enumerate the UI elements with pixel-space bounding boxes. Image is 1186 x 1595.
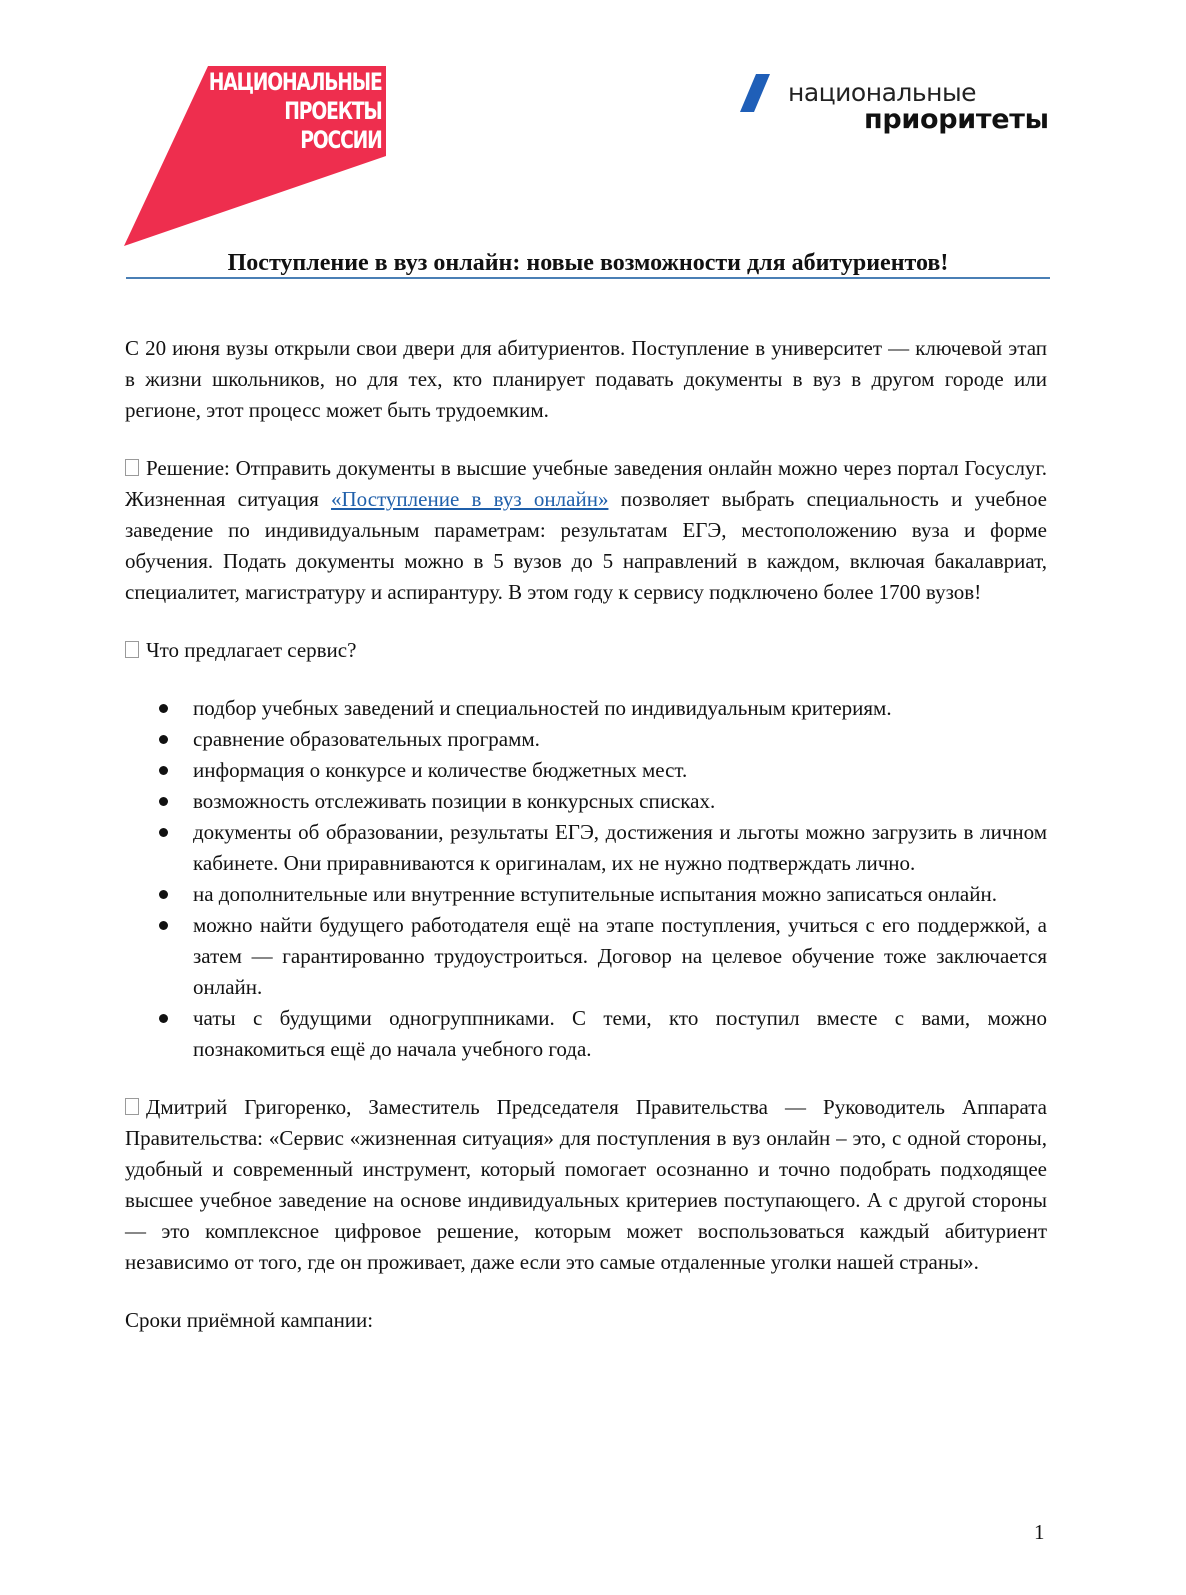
intro-paragraph: С 20 июня вузы открыли свои двери для абитуриентов. Поступление в университет — ключевой этап в жизни школьников, но для тех, кто планирует подавать документы в вуз в другом городе или регионе, этот процесс может быть трудоемким.: [125, 336, 1047, 422]
checkbox-icon: [125, 1098, 139, 1115]
bullet-icon: [159, 890, 168, 899]
list-item: [125, 755, 1047, 786]
question-text: Что предлагает сервис?: [146, 638, 357, 662]
features-list: [125, 693, 1047, 1065]
document-body: [125, 333, 1047, 1336]
slash-mark-icon: [740, 74, 776, 114]
logo-text-line1: национальные: [788, 78, 977, 107]
logo-text-line: РОССИИ: [300, 126, 382, 154]
quote-paragraph: [125, 1092, 1047, 1278]
national-priorities-logo: [740, 72, 1070, 142]
quote-text: Дмитрий Григоренко, Заместитель Председателя Правительства — Руководитель Аппарата Правительства: «Сервис «жизненная ситуация» для поступления в вуз онлайн – это, с одной стороны, удобный и современный инструмент, который помогает осознанно и точно подобрать подходящее высшее учебное заведение на основе индивидуальных критериев поступающего. А с другой стороны — это комплексное цифровое решение, которым может воспользоваться каждый абитуриент независимо от того, где он проживает, даже если это самые отдаленные уголки нашей страны».: [125, 1095, 1047, 1274]
page-number: 1: [1034, 1520, 1045, 1544]
logo-text-line: ПРОЕКТЫ: [284, 97, 382, 125]
list-item: [125, 724, 1047, 755]
gosuslugi-service-link[interactable]: «Поступление в вуз онлайн»: [331, 487, 609, 511]
page-title: Поступление в вуз онлайн: новые возможности для абитуриентов!: [227, 250, 949, 276]
checkbox-icon: [125, 641, 139, 658]
list-item: [125, 786, 1047, 817]
national-projects-logo: [124, 66, 394, 248]
solution-paragraph: [125, 453, 1047, 608]
national-projects-logo-text: [209, 68, 382, 155]
list-item-text: информация о конкурсе и количестве бюджетных мест.: [193, 758, 688, 782]
list-item-text: можно найти будущего работодателя ещё на этапе поступления, учиться с его поддержкой, а затем — гарантированно трудоустроиться. Договор на целевое обучение тоже заключается онлайн.: [193, 913, 1047, 999]
deadlines-heading: Сроки приёмной кампании:: [125, 1308, 374, 1332]
bullet-icon: [159, 766, 168, 775]
solution-text-before: Решение: Отправить документы в высшие учебные заведения онлайн можно через портал Госуслуг. Жизненная ситуация: [125, 456, 1047, 511]
list-item-text: документы об образовании, результаты ЕГЭ, достижения и льготы можно загрузить в личном кабинете. Они приравниваются к оригиналам, их не нужно подтверждать лично.: [193, 820, 1047, 875]
list-item-text: возможность отслеживать позиции в конкурсных списках.: [193, 789, 716, 813]
list-item: [125, 817, 1047, 879]
bullet-icon: [159, 828, 168, 837]
title-underline: [126, 277, 1050, 279]
list-item: [125, 1003, 1047, 1065]
logo-text-line: НАЦИОНАЛЬНЫЕ: [209, 68, 382, 96]
list-item-text: сравнение образовательных программ.: [193, 727, 540, 751]
bullet-icon: [159, 704, 168, 713]
question-paragraph: [125, 635, 1047, 666]
bullet-icon: [159, 797, 168, 806]
solution-text-after: позволяет выбрать специальность и учебное заведение по индивидуальным параметрам: результатам ЕГЭ, местоположению вуза и форме обучения. Подать документы можно в 5 вузов до 5 направлений в каждом, включая бакалавриат, специалитет, магистратуру и аспирантуру. В этом году к сервису подключено более 1700 вузов!: [125, 487, 1047, 604]
list-item-text: чаты с будущими одногруппниками. С теми, кто поступил вместе с вами, можно познакомиться ещё до начала учебного года.: [193, 1006, 1047, 1061]
checkbox-icon: [125, 459, 139, 476]
bullet-icon: [159, 735, 168, 744]
list-item-text: подбор учебных заведений и специальностей по индивидуальным критериям.: [193, 696, 892, 720]
bullet-icon: [159, 921, 168, 930]
list-item: [125, 879, 1047, 910]
list-item: [125, 910, 1047, 1003]
bullet-icon: [159, 1014, 168, 1023]
logo-text-line2: приоритеты: [864, 104, 1049, 135]
list-item-text: на дополнительные или внутренние вступительные испытания можно записаться онлайн.: [193, 882, 997, 906]
list-item: [125, 693, 1047, 724]
